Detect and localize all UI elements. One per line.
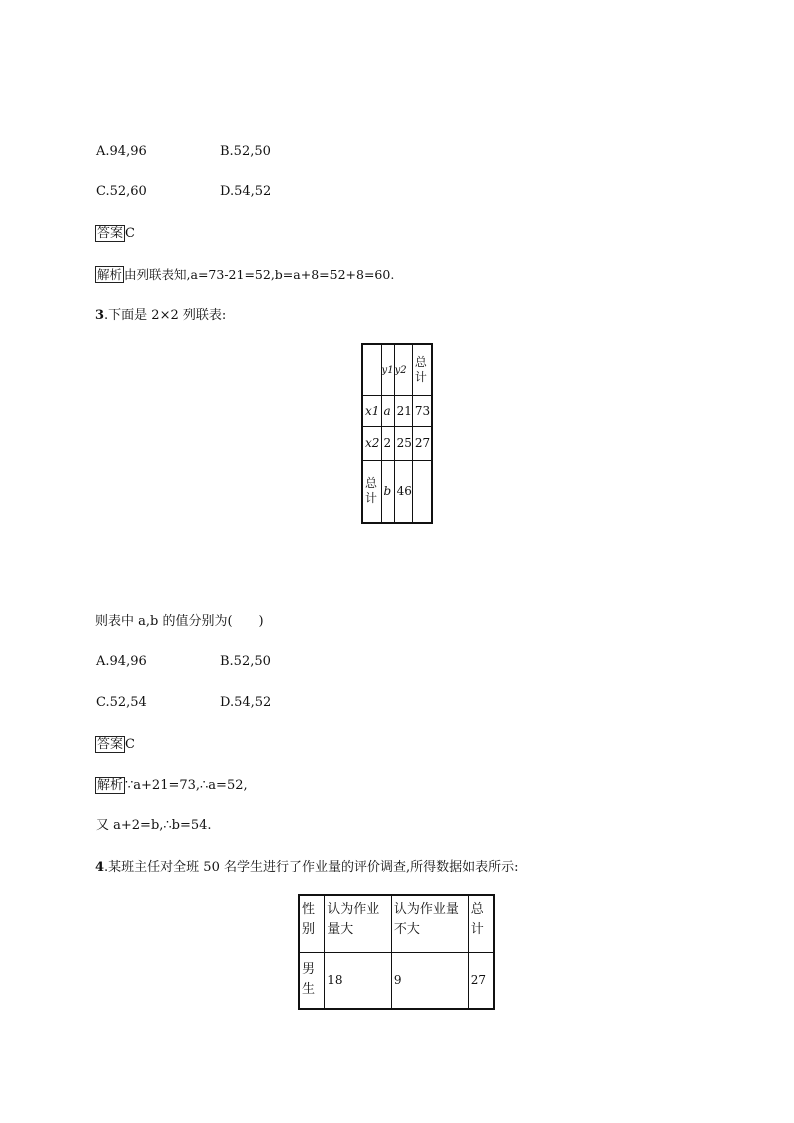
table-row-label: x1 (362, 396, 381, 427)
table-row-label: 总计 (362, 460, 381, 523)
table-cell: 9 (391, 952, 468, 1009)
q2-option-c: C.52,60 (96, 184, 147, 199)
question-stem: .某班主任对全班 50 名学生进行了作业量的评价调查,所得数据如表所示: (104, 860, 519, 875)
table-cell: 25 (394, 427, 412, 460)
q3-stem (95, 308, 226, 324)
table-cell: 18 (325, 952, 392, 1009)
q3-option-c: C.52,54 (96, 695, 147, 710)
q2-analysis (95, 266, 394, 283)
analysis-tag: 解析 (97, 267, 123, 282)
q3-option-a: A.94,96 (96, 654, 147, 669)
table-row-label: 男生 (299, 952, 325, 1009)
table-cell: 73 (412, 396, 432, 427)
q3-answer (95, 736, 135, 753)
table-header-cell: y2 (394, 344, 412, 396)
q3-analysis-line-2: 又 a+2=b,∴b=54. (96, 818, 212, 833)
q3-question: 则表中 a,b 的值分别为( ) (95, 614, 264, 629)
table-header-cell: 总计 (412, 344, 432, 396)
question-number: 3 (95, 308, 105, 323)
question-number: 4 (95, 860, 105, 875)
q2-answer (95, 225, 135, 242)
q3-option-b: B.52,50 (220, 654, 271, 669)
table-cell (412, 460, 432, 523)
q3-analysis (95, 777, 248, 794)
answer-value: C (125, 226, 135, 241)
table-cell: a (381, 396, 394, 427)
table-header-cell: 认为作业量大 (325, 895, 392, 952)
q2-option-a: A.94,96 (96, 144, 147, 159)
table-cell: 46 (394, 460, 412, 523)
q4-survey-table (298, 894, 495, 1010)
table-header-cell (362, 344, 381, 396)
q2-option-b: B.52,50 (220, 144, 271, 159)
table-cell: 27 (412, 427, 432, 460)
question-stem: .下面是 2×2 列联表: (104, 308, 227, 323)
table-cell: 27 (468, 952, 494, 1009)
answer-tag: 答案 (97, 737, 124, 752)
table-header-cell: 认为作业量不大 (391, 895, 468, 952)
table-header-cell: y1 (381, 344, 394, 396)
q4-stem (95, 860, 519, 876)
answer-value: C (125, 737, 135, 752)
analysis-text: 由列联表知,a=73-21=52,b=a+8=52+8=60. (124, 267, 395, 282)
table-cell: b (381, 460, 394, 523)
table-header-cell: 总计 (468, 895, 494, 952)
table-cell: 21 (394, 396, 412, 427)
q2-option-d: D.54,52 (220, 184, 272, 199)
analysis-line-1: ∵a+21=73,∴a=52, (125, 778, 248, 793)
q3-contingency-table (361, 343, 433, 524)
q3-option-d: D.54,52 (220, 695, 272, 710)
analysis-tag: 解析 (97, 778, 124, 793)
table-cell: 2 (381, 427, 394, 460)
table-row-label: x2 (362, 427, 381, 460)
table-header-cell: 性别 (299, 895, 325, 952)
answer-tag: 答案 (97, 226, 124, 241)
